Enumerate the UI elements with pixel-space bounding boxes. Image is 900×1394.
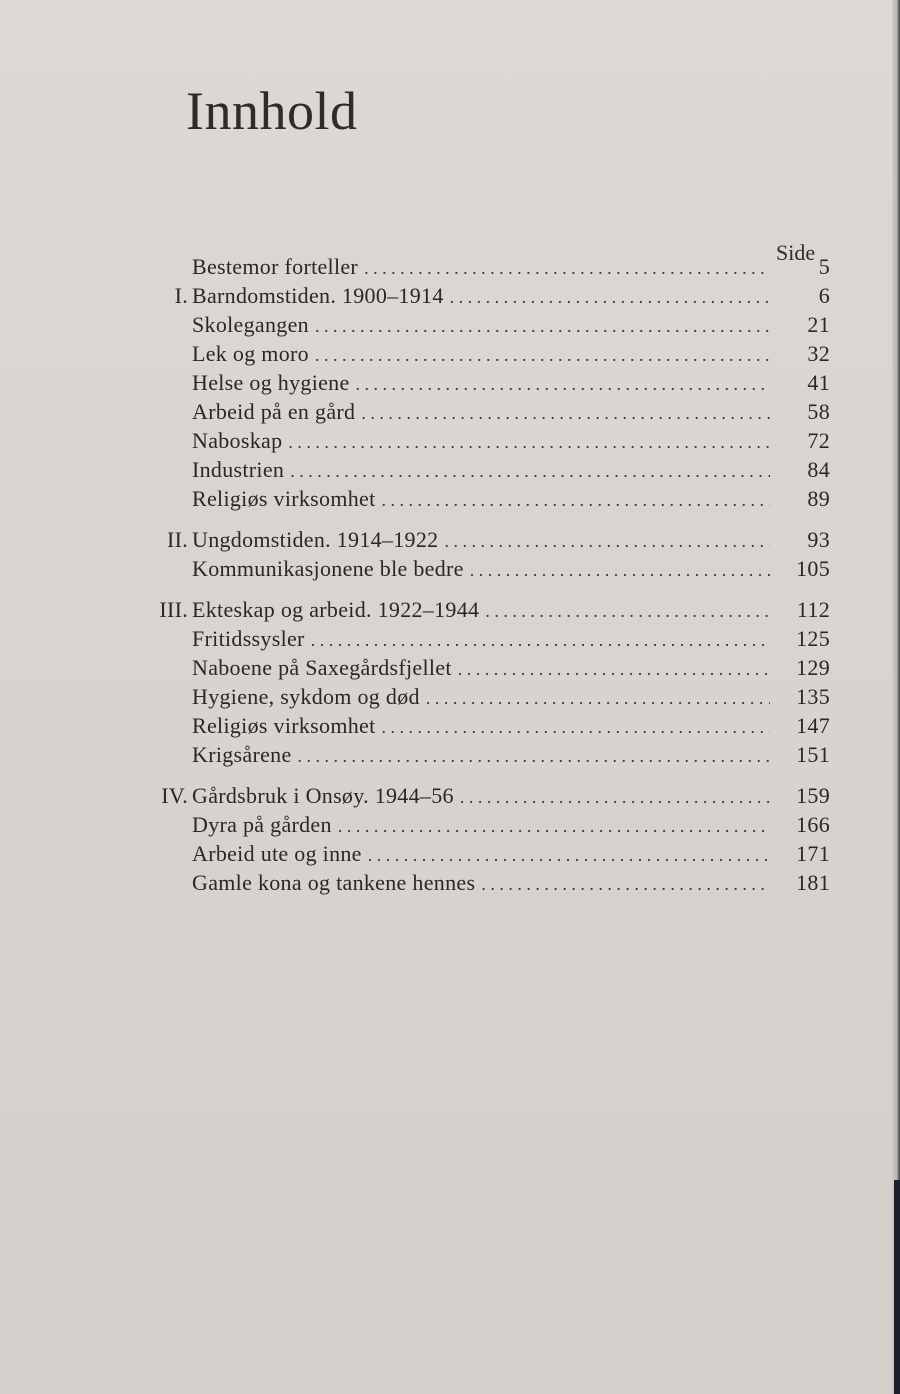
entry-page-number: 135 (796, 684, 830, 709)
entry-title: Arbeid på en gård (192, 399, 356, 424)
dot-leader (382, 717, 770, 738)
toc-entry (140, 655, 830, 684)
entry-page-number: 93 (807, 527, 830, 552)
toc-entry (140, 812, 830, 841)
toc-group (140, 597, 830, 771)
entry-title: Kommunikasjonene ble bedre (192, 556, 464, 581)
dot-leader (298, 746, 770, 767)
table-of-contents (140, 254, 830, 911)
toc-entry (140, 597, 830, 626)
dot-leader (458, 659, 770, 680)
toc-entry (140, 684, 830, 713)
chapter-number: IV. (161, 783, 188, 808)
toc-entry (140, 399, 830, 428)
entry-page-number: 32 (807, 341, 830, 366)
entry-title: Industrien (192, 457, 285, 482)
entry-page-number: 5 (818, 254, 830, 279)
entry-title: Gårdsbruk i Onsøy. 1944–56 (192, 783, 454, 808)
toc-entry (140, 283, 830, 312)
toc-entry (140, 370, 830, 399)
entry-title: Barndomstiden. 1900–1914 (192, 283, 444, 308)
entry-title: Ungdomstiden. 1914–1922 (192, 527, 439, 552)
toc-entry (140, 341, 830, 370)
toc-entry (140, 457, 830, 486)
dot-leader (460, 787, 770, 808)
dot-leader (382, 490, 770, 511)
entry-page-number: 112 (796, 597, 830, 622)
toc-group (140, 527, 830, 585)
dot-leader (470, 560, 770, 581)
entry-page-number: 21 (807, 312, 830, 337)
entry-page-number: 84 (807, 457, 830, 482)
entry-page-number: 166 (796, 812, 830, 837)
entry-page-number: 171 (796, 841, 830, 866)
dot-leader (315, 345, 770, 366)
dot-leader (315, 316, 770, 337)
dot-leader (290, 461, 770, 482)
toc-entry (140, 713, 830, 742)
entry-title: Dyra på gården (192, 812, 332, 837)
dot-leader (288, 432, 770, 453)
entry-title: Naboskap (192, 428, 283, 453)
dot-leader (444, 531, 770, 552)
entry-title: Skolegangen (192, 312, 309, 337)
toc-entry (140, 486, 830, 515)
entry-page-number: 181 (796, 870, 830, 895)
chapter-number: III. (159, 597, 188, 622)
page-column-label: Side (776, 240, 816, 265)
toc-entry (140, 254, 830, 283)
entry-title: Bestemor forteller (192, 254, 359, 279)
entry-page-number: 72 (807, 428, 830, 453)
dot-leader (338, 816, 770, 837)
book-cover-edge (894, 1180, 900, 1394)
dot-leader (311, 630, 770, 651)
entry-title: Fritidssysler (192, 626, 305, 651)
entry-title: Lek og moro (192, 341, 309, 366)
entry-title: Religiøs virksomhet (192, 486, 376, 511)
entry-title: Hygiene, sykdom og død (192, 684, 420, 709)
entry-page-number: 151 (796, 742, 830, 767)
entry-page-number: 159 (796, 783, 830, 808)
dot-leader (485, 601, 770, 622)
entry-page-number: 125 (796, 626, 830, 651)
chapter-number: II. (166, 527, 188, 552)
page-title: Innhold (186, 81, 358, 141)
entry-title: Gamle kona og tankene hennes (192, 870, 476, 895)
entry-page-number: 105 (796, 556, 830, 581)
entry-title: Ekteskap og arbeid. 1922–1944 (192, 597, 480, 622)
toc-entry (140, 626, 830, 655)
entry-title: Krigsårene (192, 742, 292, 767)
toc-entry (140, 742, 830, 771)
toc-entry (140, 556, 830, 585)
toc-entry (140, 841, 830, 870)
toc-entry (140, 783, 830, 812)
toc-entry (140, 428, 830, 457)
toc-entry (140, 527, 830, 556)
toc-entry (140, 312, 830, 341)
entry-page-number: 129 (796, 655, 830, 680)
chapter-number: I. (174, 283, 188, 308)
toc-group (140, 783, 830, 899)
entry-page-number: 41 (807, 370, 830, 395)
dot-leader (361, 403, 770, 424)
entry-page-number: 6 (818, 283, 830, 308)
entry-page-number: 58 (807, 399, 830, 424)
entry-page-number: 89 (807, 486, 830, 511)
dot-leader (356, 374, 770, 395)
dot-leader (368, 845, 770, 866)
toc-entry (140, 870, 830, 899)
entry-title: Naboene på Saxegårdsfjellet (192, 655, 452, 680)
entry-title: Arbeid ute og inne (192, 841, 362, 866)
dot-leader (426, 688, 770, 709)
dot-leader (481, 874, 770, 895)
entry-page-number: 147 (796, 713, 830, 738)
entry-title: Religiøs virksomhet (192, 713, 376, 738)
toc-group (140, 254, 830, 515)
dot-leader (364, 258, 770, 279)
dot-leader (450, 287, 770, 308)
entry-title: Helse og hygiene (192, 370, 350, 395)
